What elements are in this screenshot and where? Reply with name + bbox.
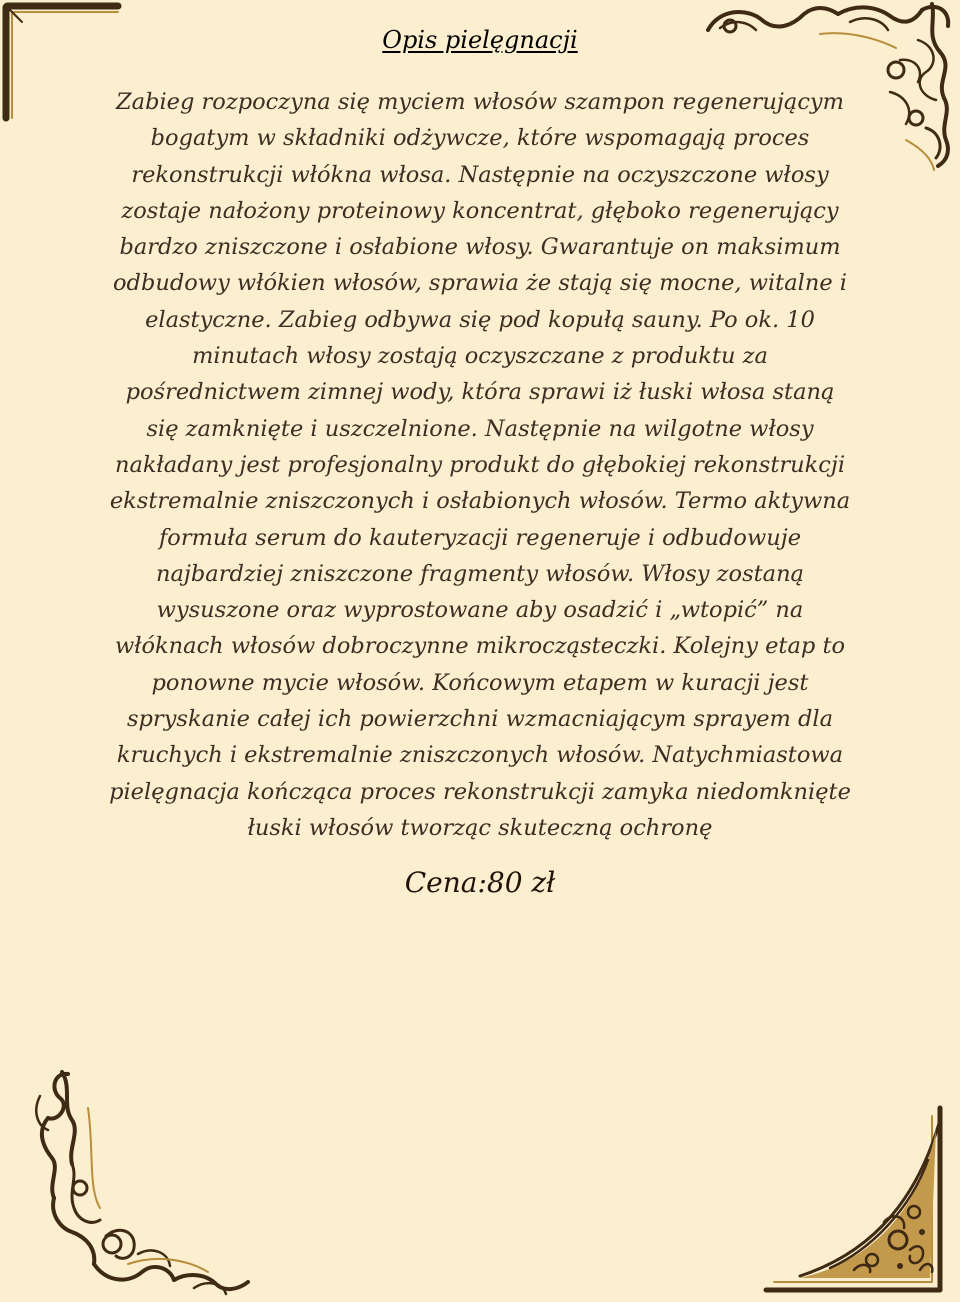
corner-ornament-top-left-icon	[0, 0, 120, 120]
corner-ornament-bottom-right-icon	[760, 1100, 960, 1302]
treatment-description: Zabieg rozpoczyna się myciem włosów szampon regenerującym bogatym w składniki odżywcze, które wspomagają proces rekonstrukcji włókna włosa. Następnie na oczyszczone włosy zostaje nałożony proteinowy koncentrat, głęboko regenerujący bardzo zniszczone i osłabione włosy. Gwarantuje on maksimum odbudowy włókien włosów, sprawia że stają się mocne, witalne i elastyczne. Zabieg odbywa się pod kopułą sauny. Po ok. 10 minutach włosy zostają oczyszczane z produktu za pośrednictwem zimnej wody, która sprawi iż łuski włosa staną się zamknięte i uszczelnione. Następnie na wilgotne włosy nakładany jest profesjonalny produkt do głębokiej rekonstrukcji ekstremalnie zniszczonych i osłabionych włosów. Termo aktywna formuła serum do kauteryzacji regeneruje i odbudowuje najbardziej zniszczone fragmenty włosów. Włosy zostaną wysuszone oraz wyprostowane aby osadzić i „wtopić” na włóknach włosów dobroczynne mikrocząsteczki. Kolejny etap to ponowne mycie włosów. Końcowym etapem w kuracji jest spryskanie całej ich powierzchni wzmacniającym sprayem dla kruchych i ekstremalnie zniszczonych włosów. Natychmiastowa pielęgnacja kończąca proces rekonstrukcji zamyka niedomknięte łuski włosów tworząc skuteczną ochronę	[109, 89, 851, 841]
corner-ornament-bottom-left-icon	[28, 1068, 258, 1302]
price-label: Cena:80 zł	[404, 866, 556, 899]
page-title: Opis pielęgnacji	[382, 26, 578, 54]
